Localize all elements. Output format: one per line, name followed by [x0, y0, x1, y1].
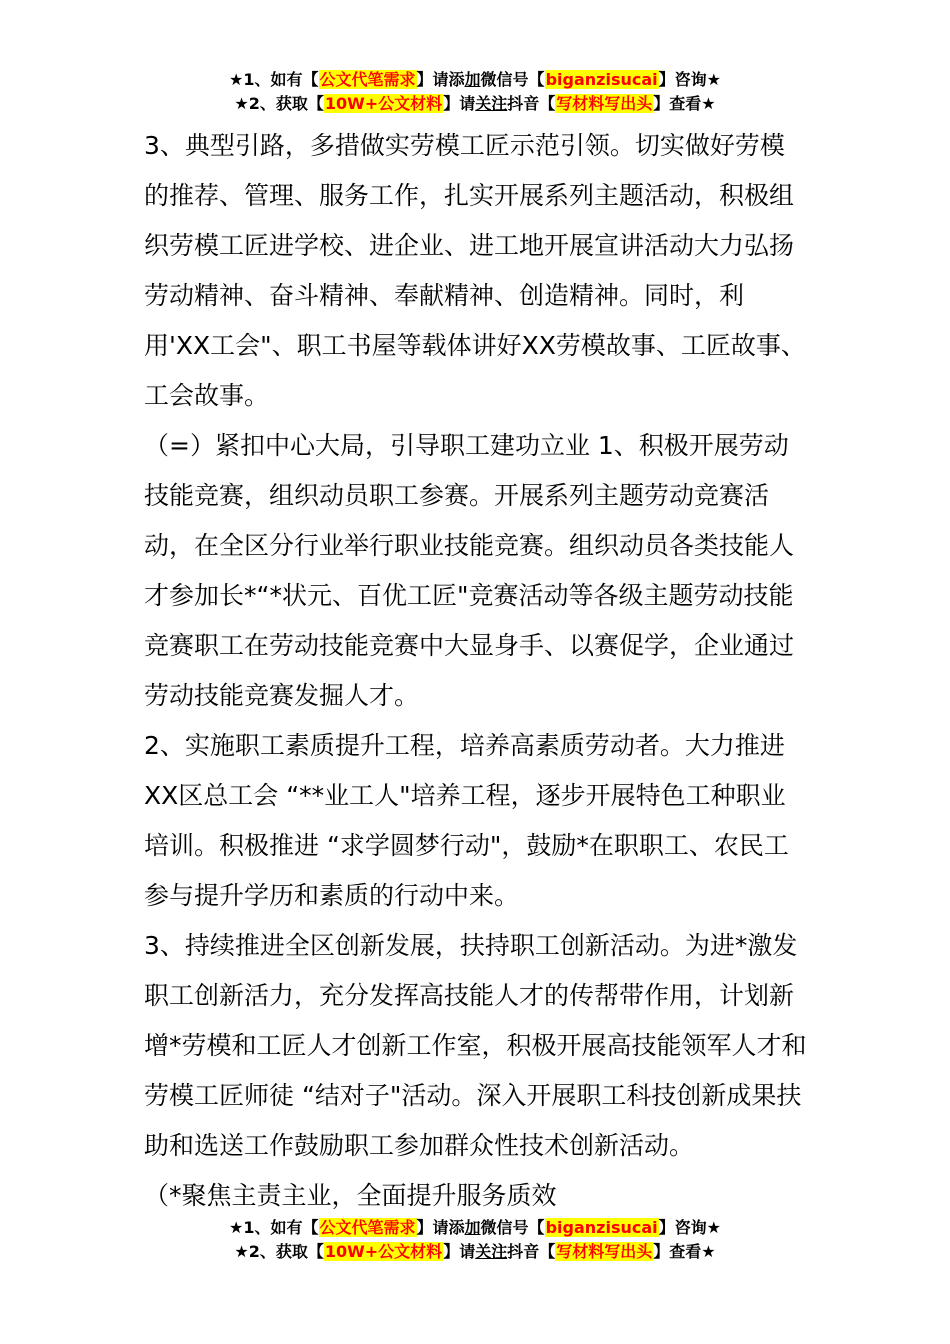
banner-text: 抖音【 [507, 1242, 556, 1261]
banner-text: 】查看★ [653, 94, 716, 113]
paragraph: （=）紧扣中心大局，引导职工建功立业 1、积极开展劳动技能竞赛，组织动员职工参赛。开展系列主题劳动竞赛活动，在全区分行业举行职业技能竞赛。组织动员各类技能人才参加长*“*状元、百优工匠"竞赛活动等各级主题劳动技能竞赛职工在劳动技能竞赛中大显身手、以赛促学，企业通过劳动技能竞赛发掘人才。 [144, 431, 795, 710]
banner-text: 微信号【 [480, 70, 545, 89]
banner-text: 】请 [443, 1242, 476, 1261]
banner-underlined: 关注 [475, 94, 508, 113]
banner-underlined: 加 [464, 1218, 481, 1237]
banner-text: 】咨询★ [658, 1218, 721, 1237]
paragraph: （*聚焦主责主业，全面提升服务质效 [144, 1181, 557, 1210]
paragraph: 3、典型引路，多措做实劳模工匠示范引领。切实做好劳模的推荐、管理、服务工作，扎实开展系列主题活动，积极组织劳模工匠进学校、进企业、进工地开展宣讲活动大力弘扬劳动精神、奋斗精神、奉献精神、创造精神。同时，利用'XX工会"、职工书屋等载体讲好XX劳模故事、工匠故事、工会故事。 [144, 131, 806, 410]
banner-highlight: 10W+公文材料 [324, 94, 443, 113]
banner-underlined: 加 [464, 70, 481, 89]
banner-douyin-name: 写材料写出头 [556, 94, 653, 113]
banner-wechat-id: biganzisucai [545, 70, 658, 89]
header-banner-line-2 [0, 92, 950, 116]
banner-text: ★2、获取【 [234, 94, 324, 113]
banner-text: ★2、获取【 [234, 1242, 324, 1261]
header-banner-line-1 [0, 68, 950, 92]
banner-text: 】请添 [416, 70, 465, 89]
banner-douyin-name: 写材料写出头 [556, 1242, 653, 1261]
header-banner [0, 68, 950, 116]
banner-highlight: 公文代笔需求 [319, 1218, 416, 1237]
banner-text: 】请添 [416, 1218, 465, 1237]
banner-text: 】请 [443, 94, 476, 113]
banner-text: 微信号【 [480, 1218, 545, 1237]
paragraph: 3、持续推进全区创新发展，扶持职工创新活动。为进*激发职工创新活力，充分发挥高技能人才的传帮带作用，计划新增*劳模和工匠人才创新工作室，积极开展高技能领军人才和劳模工匠师徒 “结对子"活动。深入开展职工科技创新成果扶助和选送工作鼓励职工参加群众性技术创新活动。 [144, 931, 807, 1160]
banner-highlight: 10W+公文材料 [324, 1242, 443, 1261]
banner-wechat-id: biganzisucai [545, 1218, 658, 1237]
footer-banner-line-1 [0, 1216, 950, 1240]
document-body [144, 121, 808, 1221]
banner-highlight: 公文代笔需求 [319, 70, 416, 89]
footer-banner-line-2 [0, 1240, 950, 1264]
banner-text: 】咨询★ [658, 70, 721, 89]
banner-text: 抖音【 [507, 94, 556, 113]
banner-text: 】查看★ [653, 1242, 716, 1261]
footer-banner [0, 1216, 950, 1264]
banner-underlined: 关注 [475, 1242, 508, 1261]
banner-text: ★1、如有【 [229, 70, 319, 89]
paragraph: 2、实施职工素质提升工程，培养高素质劳动者。大力推进XX区总工会 “**业工人"培养工程，逐步开展特色工种职业培训。积极推进 “求学圆梦行动"，鼓励*在职职工、农民工参与提升学历和素质的行动中来。 [144, 731, 789, 910]
banner-text: ★1、如有【 [229, 1218, 319, 1237]
